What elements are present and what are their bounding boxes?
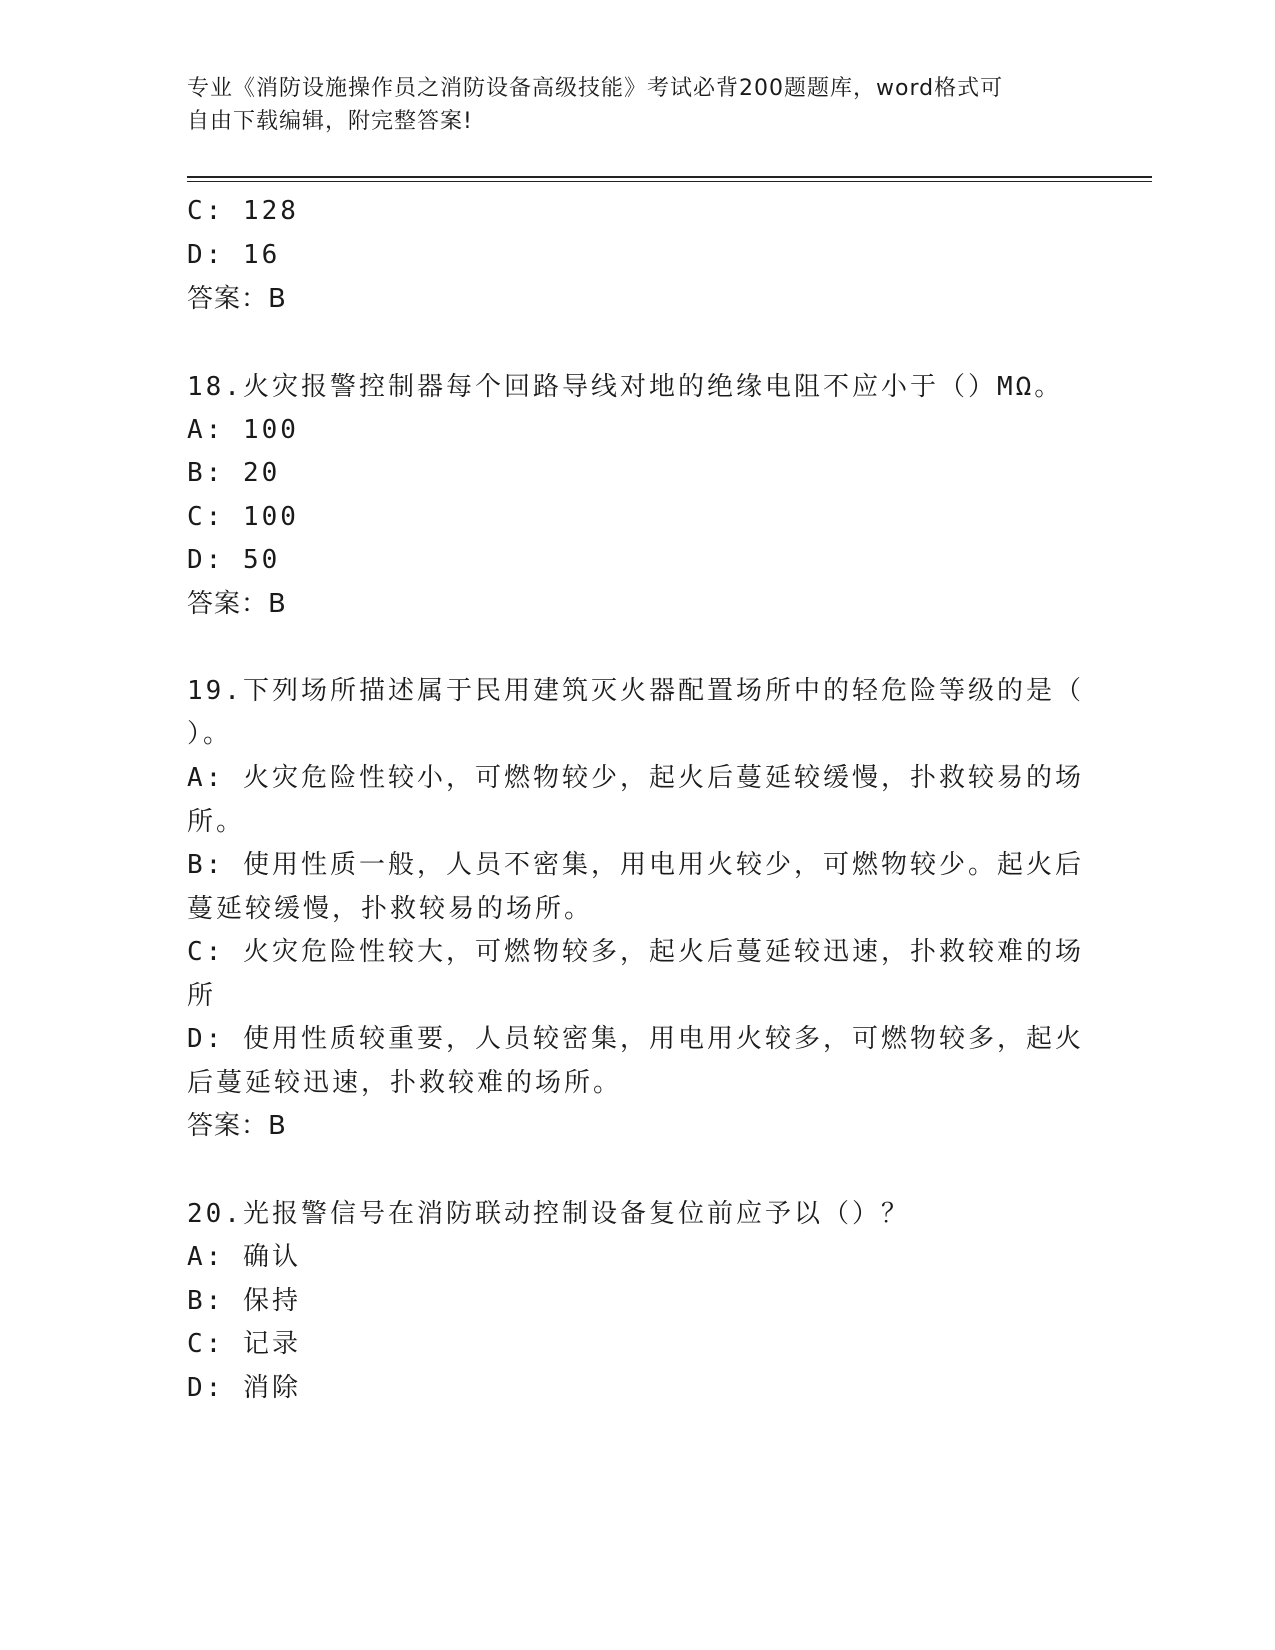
- header-line-2: 自由下载编辑，附完整答案!: [187, 109, 473, 134]
- q19-option-d-line-1: D: 使用性质较重要，人员较密集，用电用火较多，可燃物较多，起火: [187, 1024, 1084, 1054]
- q20-option-d: D: 消除: [187, 1373, 301, 1403]
- q20-option-a: A: 确认: [187, 1242, 301, 1272]
- q19-option-a-line-1: A: 火灾危险性较小，可燃物较少，起火后蔓延较缓慢，扑救较易的场: [187, 763, 1084, 793]
- header-divider-thin: [187, 181, 1152, 182]
- q19-option-b-line-2: 蔓延较缓慢，扑救较易的场所。: [187, 894, 594, 924]
- header-divider-thick: [187, 176, 1152, 178]
- document-header: [187, 72, 1067, 138]
- q19-question-line-2: ）。: [187, 719, 233, 749]
- prev-option-d: D: 16: [187, 240, 281, 270]
- q18-option-a: A: 100: [187, 415, 299, 445]
- q19-option-a-line-2: 所。: [187, 807, 246, 837]
- q19-option-c-line-2: 所: [187, 981, 217, 1011]
- q18-question: 18.火灾报警控制器每个回路导线对地的绝缘电阻不应小于（）MΩ。: [187, 372, 1064, 402]
- q19-option-d-line-2: 后蔓延较迅速，扑救较难的场所。: [187, 1068, 623, 1098]
- prev-answer: 答案：B: [187, 284, 287, 314]
- prev-option-c: C: 128: [187, 196, 299, 226]
- q19-answer: 答案：B: [187, 1111, 287, 1141]
- q20-option-c: C: 记录: [187, 1329, 301, 1359]
- header-line-1: 专业《消防设施操作员之消防设备高级技能》考试必背200题题库，word格式可: [187, 76, 1004, 101]
- q20-option-b: B: 保持: [187, 1286, 301, 1316]
- q18-option-d: D: 50: [187, 545, 281, 575]
- q18-option-b: B: 20: [187, 458, 281, 488]
- q18-answer: 答案：B: [187, 589, 287, 619]
- q18-option-c: C: 100: [187, 502, 299, 532]
- q20-question: 20.光报警信号在消防联动控制设备复位前应予以（）？: [187, 1199, 910, 1229]
- q19-option-c-line-1: C: 火灾危险性较大，可燃物较多，起火后蔓延较迅速，扑救较难的场: [187, 937, 1084, 967]
- q19-option-b-line-1: B: 使用性质一般，人员不密集，用电用火较少，可燃物较少。起火后: [187, 850, 1084, 880]
- q19-question-line-1: 19.下列场所描述属于民用建筑灭火器配置场所中的轻危险等级的是（: [187, 676, 1084, 706]
